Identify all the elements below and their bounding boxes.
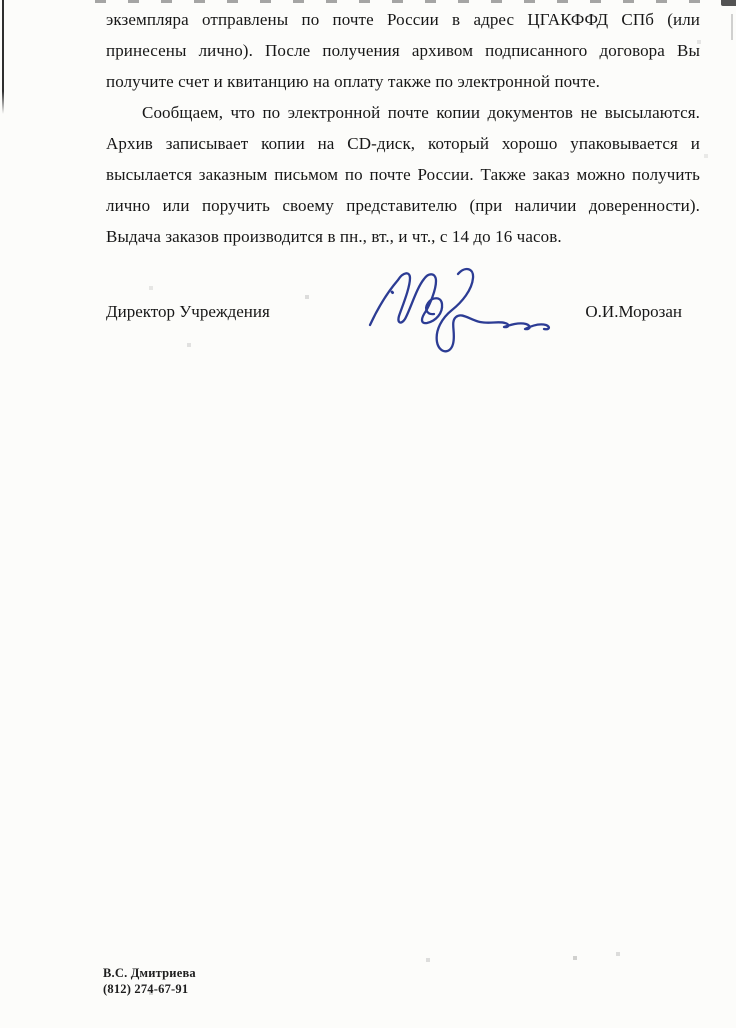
body-line: получите счет и квитанцию на оплату также по электронной почте.	[106, 72, 600, 91]
handwritten-signature-icon	[358, 260, 565, 366]
body-line: принесены лично). После получения архивом подписанного договора Вы	[106, 41, 700, 60]
footer-block	[103, 966, 196, 997]
body-line: высылается заказным письмом по почте России. Также заказ можно получить	[106, 165, 700, 184]
scan-speckles	[0, 0, 2, 2]
body-line: Выдача заказов производится в пн., вт., и чт., с 14 до 16 часов.	[106, 227, 562, 246]
footer-contact-name: В.С. Дмитриева	[103, 966, 196, 980]
signature-stroke-o	[422, 298, 442, 323]
letter-body	[106, 4, 700, 252]
body-line: Сообщаем, что по электронной почте копии документов не высылаются.	[142, 103, 700, 122]
signatory-name: О.И.Морозан	[585, 302, 682, 321]
body-line: лично или поручить своему представителю (при наличии доверенности).	[106, 196, 700, 215]
signature-ink-dot	[392, 292, 393, 293]
scan-artifact-right-streak	[731, 14, 733, 40]
scan-artifact-top-right-corner	[721, 0, 736, 6]
signatory-title: Директор Учреждения	[106, 302, 270, 321]
body-line: Архив записывает копии на CD-диск, который хорошо упаковывается и	[106, 134, 700, 153]
signature-stroke-flourish	[437, 269, 549, 351]
scan-artifact-left-edge	[2, 0, 4, 114]
footer-phone: (812) 274-67-91	[103, 981, 189, 996]
body-line: экземпляра отправлены по почте России в адрес ЦГАКФФД СПб (или	[106, 10, 700, 29]
scan-artifact-top-edge	[95, 0, 722, 3]
signature-stroke-m	[370, 273, 436, 325]
